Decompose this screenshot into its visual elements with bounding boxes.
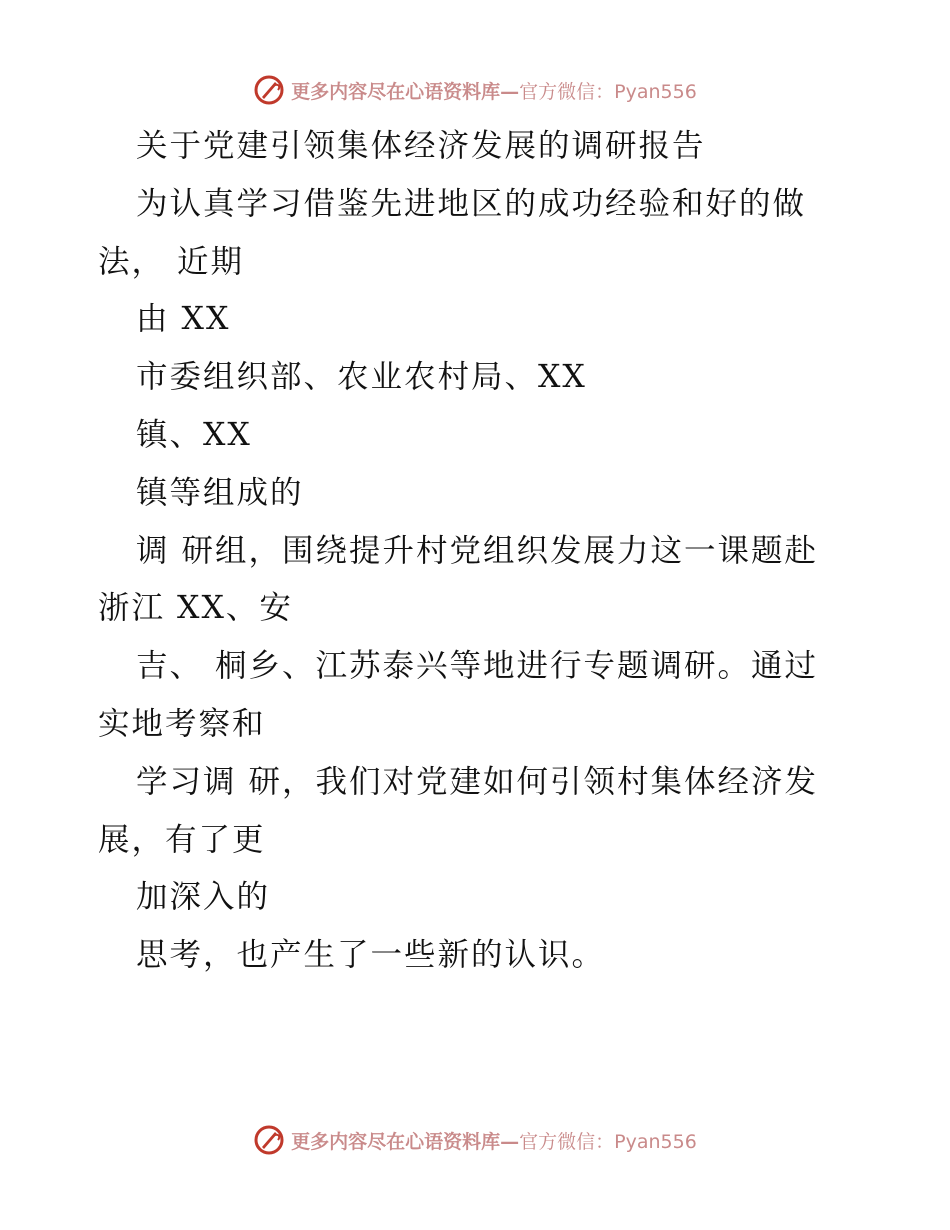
watermark-main: 更多内容尽在心语资料库 xyxy=(291,1130,501,1153)
watermark-wechat: 官方微信：Pyan556 xyxy=(519,80,697,103)
watermark-wechat: 官方微信：Pyan556 xyxy=(519,1130,697,1153)
text-line: 学习调 研，我们对党建如何引领村集体经济发 xyxy=(136,763,819,800)
red-quill-circle-icon xyxy=(253,74,285,106)
watermark-main: 更多内容尽在心语资料库 xyxy=(291,80,501,103)
document-title: 关于党建引领集体经济发展的调研报告 xyxy=(136,128,706,164)
text-line: 由 XX xyxy=(136,301,231,338)
red-quill-circle-icon xyxy=(253,1124,285,1156)
text-line: 思考，也产生了一些新的认识。 xyxy=(136,937,606,974)
document-body xyxy=(98,118,858,985)
text-line: 法， 近期 xyxy=(98,243,245,280)
text-line: 实地考察和 xyxy=(98,705,266,742)
text-line: 为认真学习借鉴先进地区的成功经验和好的做 xyxy=(136,185,807,222)
text-line: 展，有了更 xyxy=(98,821,266,858)
text-line: 镇等组成的 xyxy=(136,474,304,511)
footer-watermark-banner xyxy=(0,1120,950,1160)
text-line: 加深入的 xyxy=(136,879,271,916)
watermark-dash: — xyxy=(500,80,520,103)
text-line: 吉、 桐乡、江苏泰兴等地进行专题调研。通过 xyxy=(136,648,819,685)
watermark-text xyxy=(291,1127,697,1154)
watermark-dash: — xyxy=(500,1130,520,1153)
text-line: 镇、XX xyxy=(136,416,252,453)
header-watermark-banner xyxy=(0,70,950,110)
text-line: 市委组织部、农业农村局、XX xyxy=(136,359,587,396)
text-line: 调 研组，围绕提升村党组织发展力这一课题赴 xyxy=(136,532,819,569)
watermark-text xyxy=(291,77,697,104)
text-line: 浙江 XX、安 xyxy=(98,590,293,627)
